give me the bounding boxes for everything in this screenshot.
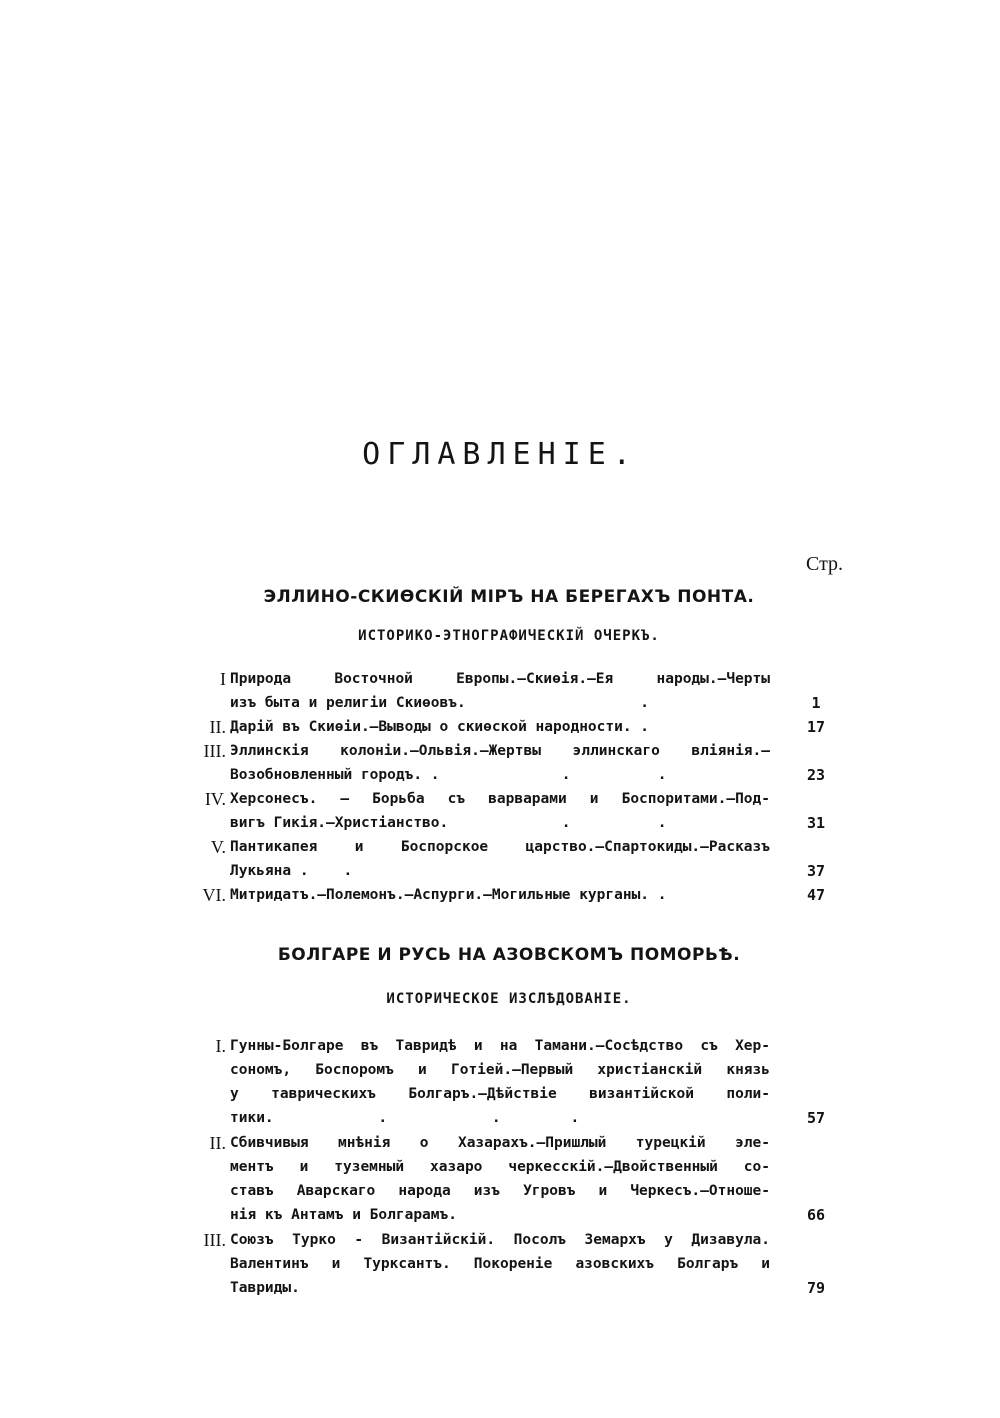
entry-number: III.	[203, 1230, 226, 1250]
entry-page: 47	[806, 886, 826, 904]
entry-line: Возобновленный городъ. . . .	[230, 767, 667, 783]
entry-text	[230, 1131, 770, 1227]
entry-text	[230, 835, 770, 883]
entry-page: 57	[806, 1109, 826, 1127]
entry-page: 79	[806, 1279, 826, 1297]
section-subtitle: ИСТОРИКО-ЭТНОГРАФИЧЕСКІЙ ОЧЕРКЪ.	[358, 628, 660, 644]
entry-number: I	[220, 669, 226, 689]
entry-page: 17	[806, 718, 826, 736]
entry-line: Эллинскія колоніи.—Ольвія.—Жертвы эллинскаго вліянія.—	[230, 743, 770, 759]
entry-line: вигъ Гикія.—Христіанство. . .	[230, 815, 667, 831]
entry-page: 31	[806, 814, 826, 832]
entry-text	[230, 1034, 770, 1130]
entry-number: III.	[203, 741, 226, 761]
page-heading: ОГЛАВЛЕНІЕ.	[362, 437, 638, 472]
entry-text	[230, 715, 770, 739]
entry-line: Пантикапея и Боспорское царство.—Спартокиды.—Расказъ	[230, 839, 770, 855]
entry-page: 23	[806, 766, 826, 784]
entry-page: 66	[806, 1206, 826, 1224]
entry-text	[230, 883, 770, 907]
entry-text	[230, 787, 770, 835]
section-subtitle: ИСТОРИЧЕСКОЕ ИЗСЛѢДОВАНІЕ.	[386, 991, 632, 1007]
entry-line: Природа Восточной Европы.—Скиѳія.—Ея народы.—Черты	[230, 671, 770, 687]
page-column-label: Стр.	[806, 553, 844, 575]
entry-line: Сбивчивыя мнѣнія о Хазарахъ.—Пришлый турецкій эле-	[230, 1135, 770, 1151]
entry-line: Союзъ Турко - Византійскій. Посолъ Земархъ у Дизавула.	[230, 1232, 770, 1248]
entry-line: Митридатъ.—Полемонъ.—Аспурги.—Могильные курганы. .	[230, 887, 667, 903]
entry-page: 1	[811, 694, 821, 712]
entry-line: Лукьяна . .	[230, 863, 353, 879]
entry-number: I.	[215, 1036, 226, 1056]
section-title: БОЛГАРЕ И РУСЬ НА АЗОВСКОМЪ ПОМОРЬѢ.	[277, 945, 741, 965]
entry-number: II.	[209, 717, 226, 737]
entry-line: Валентинъ и Турксантъ. Покореніе азовскихъ Болгаръ и	[230, 1256, 770, 1272]
entry-line: нія къ Антамъ и Болгарамъ.	[230, 1207, 457, 1223]
section-title: ЭЛЛИНО-СКИѲСКІЙ МІРЪ НА БЕРЕГАХЪ ПОНТА.	[263, 587, 755, 607]
entry-line: сономъ, Боспоромъ и Готіей.—Первый христіанскій князь	[230, 1062, 770, 1078]
entry-line: изъ быта и религіи Скиѳовъ. .	[230, 695, 650, 711]
entry-text	[230, 667, 770, 715]
entry-number: VI.	[202, 885, 226, 905]
entry-text	[230, 739, 770, 787]
entry-line: Дарій въ Скиѳіи.—Выводы о скиѳской народности. .	[230, 719, 650, 735]
entry-text	[230, 1228, 770, 1300]
entry-line: Тавриды.	[230, 1280, 300, 1296]
entry-number: II.	[209, 1133, 226, 1153]
entry-line: ментъ и туземный хазаро черкесскій.—Двойственный со-	[230, 1159, 770, 1175]
entry-page: 37	[806, 862, 826, 880]
entry-line: ставъ Аварскаго народа изъ Угровъ и Черкесъ.—Отноше-	[230, 1183, 770, 1199]
entry-line: тики. . . .	[230, 1110, 580, 1126]
entry-line: у таврическихъ Болгаръ.—Дѣйствіе византійской поли-	[230, 1086, 770, 1102]
entry-number: V.	[210, 837, 226, 857]
entry-line: Гунны-Болгаре въ Тавридѣ и на Тамани.—Сосѣдство съ Хер-	[230, 1038, 770, 1054]
entry-line: Херсонесъ. — Борьба съ варварами и Боспоритами.—Под-	[230, 791, 770, 807]
entry-number: IV.	[204, 789, 226, 809]
